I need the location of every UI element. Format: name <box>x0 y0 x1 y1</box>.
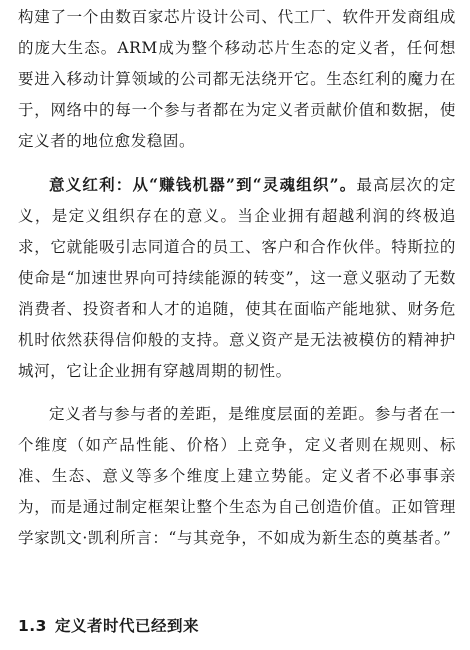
paragraph-text: 定义者与参与者的差距，是维度层面的差距。参与者在一个维度（如产品性能、价格）上竞争，定义者则在规则、标准、生态、意义等多个维度上建立势能。定义者不必事事亲为，而是通过制定框架让整个生态为自己创造价值。正如管理学家凯文·凯利所言：“与其竞争，不如成为新生态的奠基者。” <box>18 405 456 547</box>
section-heading <box>18 614 199 636</box>
section-number: 1.3 <box>18 617 47 635</box>
paragraph-text: 最高层次的定义，是定义组织存在的意义。当企业拥有超越利润的终极追求，它就能吸引志同道合的员工、客户和合作伙伴。特斯拉的使命是“加速世界向可持续能源的转变”，这一意义驱动了无数消费者、投资者和人才的追随，使其在面临产能地狱、财务危机时依然获得信仰般的支持。意义资产是无法被模仿的精神护城河，它让企业拥有穿越周期的韧性。 <box>18 176 456 380</box>
section-title: 定义者时代已经到来 <box>54 617 199 635</box>
paragraph-arm-ecosystem <box>18 2 456 157</box>
paragraph-meaning-dividend <box>18 169 456 387</box>
paragraph-definer-vs-participant <box>18 399 456 554</box>
paragraph-lead-bold: 意义红利：从“赚钱机器”到“灵魂组织”。 <box>49 175 357 194</box>
paragraph-text: 构建了一个由数百家芯片设计公司、代工厂、软件开发商组成的庞大生态。ARM成为整个移动芯片生态的定义者，任何想要进入移动计算领域的公司都无法绕开它。生态红利的魔力在于，网络中的每一个参与者都在为定义者贡献价值和数据，使定义者的地位愈发稳固。 <box>18 8 456 150</box>
